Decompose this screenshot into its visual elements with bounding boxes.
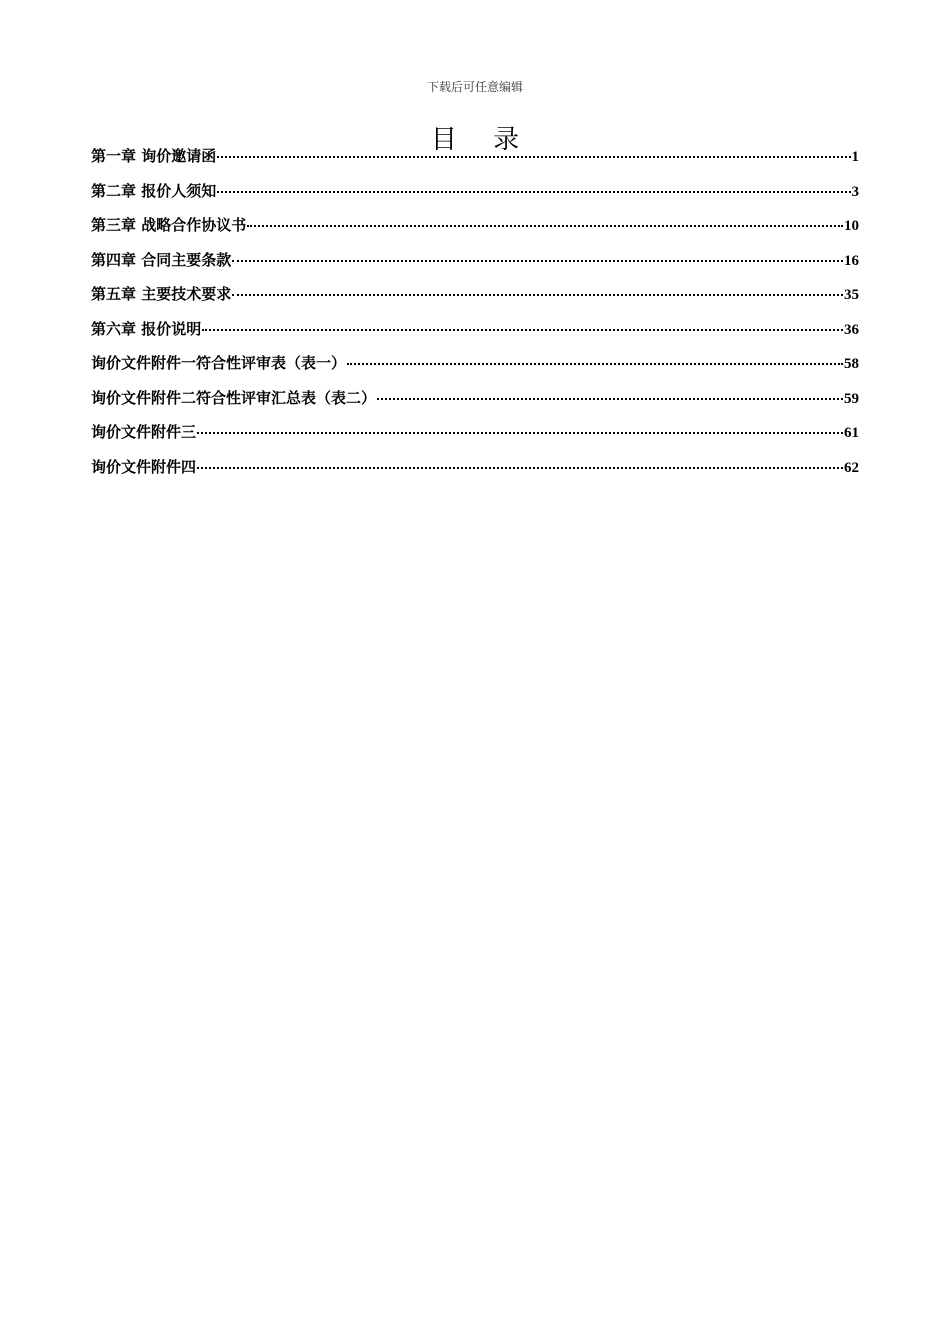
dot-leader bbox=[202, 329, 843, 331]
toc-entry-chapter-2[interactable] bbox=[91, 180, 859, 215]
toc-entry-label: 第三章 战略合作协议书 bbox=[91, 216, 247, 234]
toc-page-number: 1 bbox=[851, 149, 859, 165]
toc-entry-label: 询价文件附件四 bbox=[91, 457, 197, 476]
toc-entry-label: 询价文件附件三 bbox=[91, 423, 197, 441]
toc-entry-chapter-5[interactable] bbox=[91, 283, 859, 318]
toc-entry-label: 询价文件附件二符合性评审汇总表（表二） bbox=[91, 388, 377, 407]
toc-title: 目 录 bbox=[430, 125, 534, 156]
toc-entry-chapter-6[interactable] bbox=[91, 318, 859, 353]
dot-leader bbox=[247, 225, 843, 227]
toc-page-number: 59 bbox=[844, 390, 859, 407]
toc-entry-label: 第一章 询价邀请函 bbox=[91, 147, 217, 165]
toc-entry-chapter-3[interactable] bbox=[91, 214, 859, 249]
toc-entry-appendix-2[interactable] bbox=[91, 387, 859, 422]
toc-page-number: 35 bbox=[844, 287, 859, 303]
dot-leader bbox=[232, 294, 843, 296]
toc-page-number: 62 bbox=[844, 459, 859, 476]
toc-entry-appendix-1[interactable] bbox=[91, 352, 859, 387]
toc-page-number: 10 bbox=[844, 218, 859, 234]
toc-page-number: 58 bbox=[844, 356, 859, 372]
toc-entry-label: 第六章 报价说明 bbox=[91, 319, 202, 338]
toc-entry-chapter-1[interactable] bbox=[91, 145, 859, 180]
dot-leader bbox=[197, 467, 843, 469]
toc-entry-label: 第四章 合同主要条款 bbox=[91, 250, 232, 269]
toc-page-number: 3 bbox=[851, 183, 859, 200]
toc-entry-appendix-4[interactable] bbox=[91, 456, 859, 491]
dot-leader bbox=[217, 191, 850, 193]
dot-leader bbox=[377, 398, 843, 400]
dot-leader bbox=[232, 260, 843, 262]
toc-entry-label: 询价文件附件一符合性评审表（表一） bbox=[91, 354, 347, 372]
download-note: 下载后可任意编辑 bbox=[426, 80, 523, 94]
dot-leader bbox=[197, 432, 843, 434]
toc-page-number: 16 bbox=[844, 252, 859, 269]
table-of-contents bbox=[91, 145, 859, 490]
toc-entry-label: 第五章 主要技术要求 bbox=[91, 285, 232, 303]
toc-page-number: 36 bbox=[844, 321, 859, 338]
toc-entry-appendix-3[interactable] bbox=[91, 421, 859, 456]
toc-page-number: 61 bbox=[844, 425, 859, 441]
toc-entry-chapter-4[interactable] bbox=[91, 249, 859, 284]
dot-leader bbox=[347, 363, 843, 365]
dot-leader bbox=[217, 156, 850, 158]
toc-entry-label: 第二章 报价人须知 bbox=[91, 181, 217, 200]
